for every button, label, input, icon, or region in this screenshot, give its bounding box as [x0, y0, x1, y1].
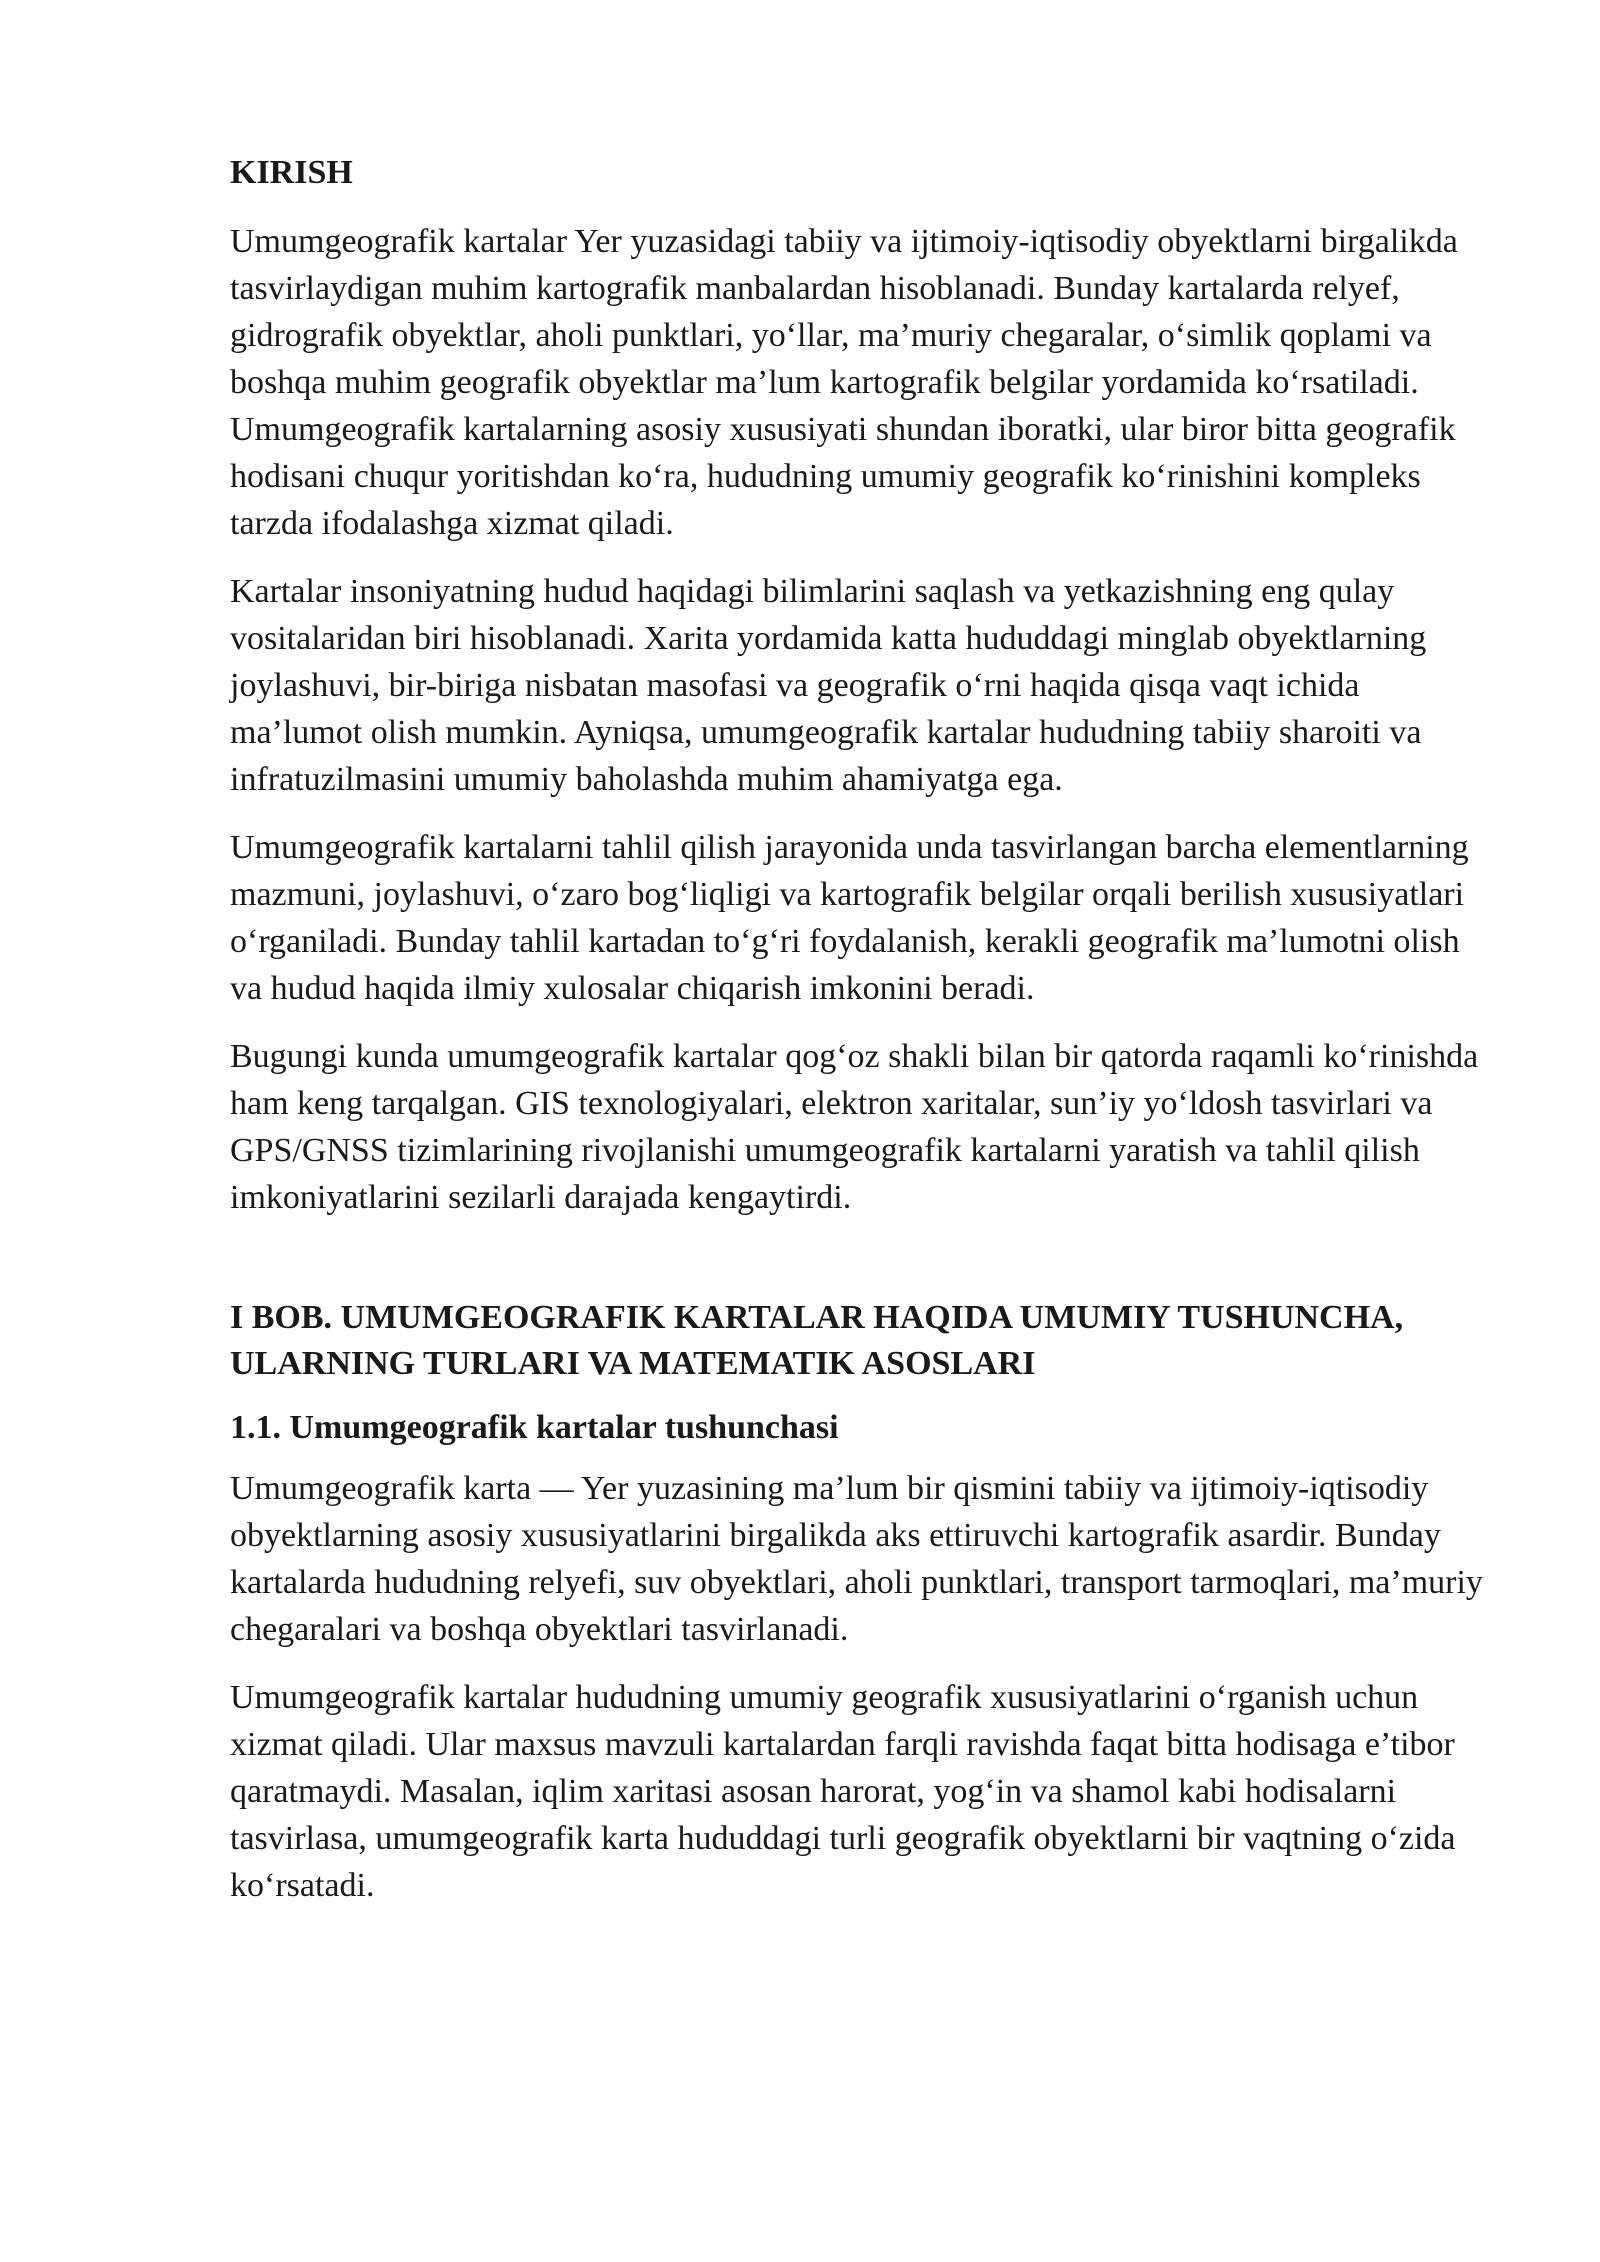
- section-paragraph: Umumgeografik kartalar hududning umumiy geografik xususiyatlarini o‘rganish uchun xizmat qiladi. Ular maxsus mavzuli kartalardan farqli ravishda faqat bitta hodisaga e’tibor qaratmaydi. Masalan, iqlim xaritasi asosan harorat, yog‘in va shamol kabi hodisalarni tasvirlasa, umumgeografik karta hududdagi turli geografik obyektlarni bir vaqtning o‘zida ko‘rsatadi.: [230, 1679, 1456, 1904]
- intro-paragraph: Umumgeografik kartalarni tahlil qilish jarayonida unda tasvirlangan barcha elementlarning mazmuni, joylashuvi, o‘zaro bog‘liqligi va kartografik belgilar orqali berilish xususiyatlari o‘rganiladi. Bunday tahlil kartadan to‘g‘ri foydalanish, kerakli geografik ma’lumotni olish va hudud haqida ilmiy xulosalar chiqarish imkonini beradi.: [230, 829, 1469, 1007]
- section-heading: 1.1. Umumgeografik kartalar tushunchasi: [230, 1409, 839, 1446]
- document-page: [230, 150, 1490, 1930]
- intro-paragraph: Bugungi kunda umumgeografik kartalar qog‘oz shakli bilan bir qatorda raqamli ko‘rinishda ham keng tarqalgan. GIS texnologiyalari, elektron xaritalar, sun’iy yo‘ldosh tasvirlari va GPS/GNSS tizimlarining rivojlanishi umumgeografik kartalarni yaratish va tahlil qilish imkoniyatlarini sezilarli darajada kengaytirdi.: [230, 1038, 1479, 1216]
- section-paragraph: Umumgeografik karta — Yer yuzasining ma’lum bir qismini tabiiy va ijtimoiy-iqtisodiy obyektlarning asosiy xususiyatlarini birgalikda aks ettiruvchi kartografik asardir. Bunday kartalarda hududning relyefi, suv obyektlari, aholi punktlari, transport tarmoqlari, ma’muriy chegaralari va boshqa obyektlari tasvirlanadi.: [230, 1470, 1483, 1648]
- intro-paragraph: Umumgeografik kartalar Yer yuzasidagi tabiiy va ijtimoiy-iqtisodiy obyektlarni birgalikda tasvirlaydigan muhim kartografik manbalardan hisoblanadi. Bunday kartalarda relyef, gidrografik obyektlar, aholi punktlari, yo‘llar, ma’muriy chegaralar, o‘simlik qoplami va boshqa muhim geografik obyektlar ma’lum kartografik belgilar yordamida ko‘rsatiladi. Umumgeografik kartalarning asosiy xususiyati shundan iboratki, ular biror bitta geografik hodisani chuqur yoritishdan ko‘ra, hududning umumiy geografik ko‘rinishini kompleks tarzda ifodalashga xizmat qiladi.: [230, 223, 1458, 542]
- intro-paragraph: Kartalar insoniyatning hudud haqidagi bilimlarini saqlash va yetkazishning eng qulay vositalaridan biri hisoblanadi. Xarita yordamida katta hududdagi minglab obyektlarning joylashuvi, bir-biriga nisbatan masofasi va geografik o‘rni haqida qisqa vaqt ichida ma’lumot olish mumkin. Ayniqsa, umumgeografik kartalar hududning tabiiy sharoiti va infratuzilmasini umumiy baholashda muhim ahamiyatga ega.: [230, 573, 1427, 798]
- intro-heading: KIRISH: [230, 154, 353, 191]
- chapter-heading: I BOB. UMUMGEOGRAFIK KARTALAR HAQIDA UMUMIY TUSHUNCHA, ULARNING TURLARI VA MATEMATIK ASOSLARI: [230, 1299, 1404, 1382]
